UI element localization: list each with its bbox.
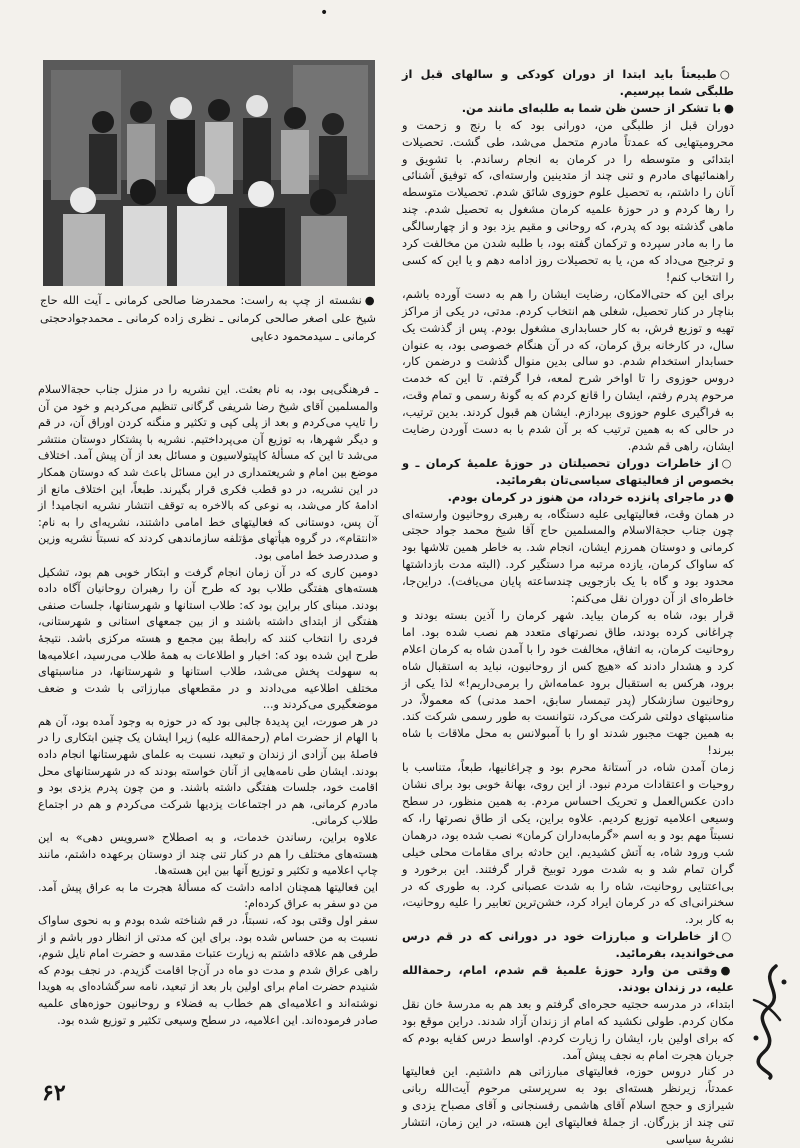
left-column (38, 382, 378, 1062)
kerman-logo (746, 960, 794, 1080)
right-column (402, 66, 734, 1147)
paragraph: دومین کاری که در آن زمان انجام گرفت و ابتکار خوبی هم بود، تشکیل هسته‌های هفتگی طلاب بود که طرح آن را رهبران روحانیان آگاه داده بودند. مبنای کار براین بود که: طلاب استانها و شهرستانها، جلسات صنفی هفتگی از ابتدای داشته باشند و از بین جمعهای استانی و شهرستانی، فردی را انتخاب کنند که رابطهٔ بین مجمع و هسته مرکزی باشد. نتیجهٔ طرح این شده بود که: اخبار و اطلاعات به همهٔ طلاب می‌رسید، اعلامیه‌ها به سهولت پخش می‌شد، طلاب استانها و شهرستانها، در مناسبتهای مختلف اطلاعیه می‌دادند و در مقطعهای مبارزاتی با شدت و ضعف موضعگیری می‌کردند و... (38, 565, 378, 712)
group-photo-illustration (43, 60, 375, 286)
answer-3: ●وقتی من وارد حوزهٔ علمیهٔ قم شدم، امام، رحمةالله علیه، در زندان بودند. (402, 963, 734, 994)
top-ornament-dot: • (320, 5, 329, 21)
question-1: ○طبیعتاً باید ابتدا از دوران کودکی و سالهای قبل از طلبگی شما بپرسیم. (402, 67, 734, 98)
paragraph: برای این که حتی‌الامکان، رضایت ایشان را هم به دست آورده باشم، بناچار در کنار تحصیل، شغلی هم انتخاب کردم. مدتی، در یکی از مراکز تهیه و توزیع فرش، به کار حسابداری مشغول بودم. پس از گذشت یک سال، در کارخانه برق کرمان، که در آن هنگام خصوصی بود، به عنوان حسابدار استخدام شدم. دو سالی بدین منوال گذشت و درضمن کار، دروس حوزوی را تا اواخر شرح لمعه، فرا گرفتم. تا این که خدمت مرحوم پدرم رفتم، ایشان را قانع کردم که به گونهٔ رسمی و تمام وقت، به فراگیری علوم حوزوی بپردازم. ایشان هم قبول کردند. بدین ترتیب، در حالی که به همین ترتیب که بر آن شدم با به دست آوردن رضایت ایشان، راهی قم شدم. (402, 286, 734, 453)
group-photo (43, 60, 375, 286)
paragraph: زمان آمدن شاه، در آستانهٔ محرم بود و چراغانیها، طبعاً، متناسب با روحیات و اعتقادات مردم نبود. از این روی، بهانهٔ خوبی بود برای نشان دادن عکس‌العمل و تحریک احساس مردم. به همین منظور، در سطح وسیعی اعلامیه توزیع کردیم. علاوه براین، یکی از طاق نصرتها را، که نسبتاً مهم بود و به اسم «گرمابه‌داران کرمان» نصب شده بود، درهمان شب ورود شاه، به آتش کشیدیم. این حادثه برای مقامات محلی خیلی گران تمام شد و به شدت مورد توبیخ قرار گرفتند. این برخورد و بی‌اعتنایی روحانیت، شاه را به شدت عصبانی کرد. به طوری که در سخنرانی‌ای که در کرمان ایراد کرد، خشن‌ترین تعابیر را علیه روحانیت، به کار برد. (402, 760, 734, 927)
paragraph: قرار بود، شاه به کرمان بیاید. شهر کرمان را آذین بسته بودند و چراغانی کرده بودند، طاق نصرتهای متعدد هم نصب شده بود. اما روحانیت کرمان، به اتفاق، مخالفت خود را با آمدن شاه به کرمان اعلام کرد و هشدار دادند که «هیچ کس از روحانیون، نباید به استقبال شاه برود، هرکس به استقبال برود عمامه‌اش را برمی‌داریم!» لذا یکی از روحانیون سازشکار (پدر تیمسار سابق، احمد مدنی) که معمولاً، در مناسبتهای دولتی شرکت می‌کرد، نتوانست به طور رسمی شرکت کند. به همین جهت مجبور شدند او را با آمبولانس به محل ملاقات با شاه ببرند! (402, 608, 734, 758)
page-number: ۶۲ (42, 1080, 66, 1106)
question-2: ○از خاطرات دوران تحصیلتان در حوزهٔ علمیهٔ کرمان ـ و بخصوص از فعالیتهای سیاسی‌تان بفرمائید. (402, 455, 734, 487)
paragraph: در هر صورت، این پدیدهٔ جالبی بود که در حوزه به وجود آمده بود، آن هم با الهام از حضرت امام (رحمةالله علیه) زیرا ایشان یک چنین ابتکاری را در فاصلهٔ بین آزادی از زندان و تبعید، نسبت به علمای شهرستانها انجام داده بودند. ایشان طی نامه‌هایی از آنان خواسته بودند که در شهرستانهای محل اقامت خود، جلسات هفتگی داشته باشند. و من چون پدرم یزدی بود و مادرم کرمانی، هم در اجتماعات یزدیها شرکت می‌کردم و هم در اجتماع طلاب کرمانی. (38, 714, 378, 828)
caption-bullet: ● (364, 294, 376, 307)
paragraph: علاوه براین، رساندن خدمات، و به اصطلاح «سرویس دهی» به این هسته‌های مختلف را هم در کنار تنی چند از دوستان برعهده داشتم، مانند چاپ اعلامیه و تکثیر و توزیع آنها بین این هسته‌ها. (38, 831, 378, 878)
caption-text: نشسته از چپ به راست: محمدرضا صالحی کرمانی ـ آیت الله حاج شیخ علی اصغر صالحی کرمانی ـ نظری زاده کرمانی ـ محمدجوادحجتی کرمانی ـ سیدمحمود دعایی (40, 294, 376, 343)
paragraph: ـ فرهنگی‌یی بود، به نام بعثت. این نشریه را در منزل جناب حجةالاسلام والمسلمین آقای شیخ رضا شریفی گرگانی تنظیم می‌کردیم و خود من آن را تایپ می‌کردم و بعد از پلی کپی و تکثیر و منگنه کردن اوراق آن، در قم و دیگر شهرها، به توزیع آن می‌پرداختیم. نشریه با پشتکار دوستان منتشر می‌شد تا این که مسألهٔ کاپیتولاسیون و مسائل بعد از آن پیش آمد. اختلاف موضع بین امام و شریعتمداری در این مسائل باعث شد که دوستان همکار در این نشریه، در دو قطب فکری قرار بگیرند. طبعاً، این اختلاف مانع از ادامهٔ کار می‌شد، به نوعی که بالاخره به توقف انتشار نشریه انجامید! از آن پس، دوستانی که فعالیتهای خط امامی داشتند، نشریه‌ای را به نام: «انتقام»، در گروه هیأتهای مؤتلفه سازماندهی کردند که نسبتاً نشریه وزین و صددرصد خط امامی بود. (38, 383, 378, 562)
question-3: ○از خاطرات و مبارزات خود در دورانی که در قم درس می‌خواندید، بفرمائید. (402, 929, 734, 961)
paragraph: در همان وقت، فعالیتهایی علیه دستگاه، به رهبری روحانیون وارسته‌ای چون جناب حجةالاسلام والمسلمین حاج آقا شیخ محمد جواد حجتی کرمانی و دوستان همرزم ایشان، انجام شد. به خاطر همین تلاشها بود که ساواک کرمان، یازده مرتبه مرا دستگیر کرد. (البته مدت بازداشتها محدود بود و گاه با یک بازجویی چندساعته پایان می‌یافت). دراین‌جا، خاطره‌ای از آن دوران نقل می‌کنم: (402, 506, 734, 606)
paragraph: در کنار دروس حوزه، فعالیتهای مبارزاتی هم داشتیم. این فعالیتها عمدتاً، زیرنظر هسته‌ای بود به سرپرستی مرحوم آیت‌الله ربانی شیرازی و حجج اسلام آقای هاشمی رفسنجانی و آقای مصباح یزدی و تنی چند از بزرگان. از جملهٔ فعالیتهای این هسته، در این زمان، انتشار نشریهٔ سیاسی (402, 1064, 734, 1147)
kerman-calligraphy-logo (746, 960, 794, 1080)
answer-1: ●با تشکر از حسن ظن شما به طلبه‌ای مانند من. (461, 100, 734, 115)
paragraph: دوران قبل از طلبگی من، دورانی بود که با رنج و زحمت و محرومیتهایی که عمدتاً مادرم متحمل می‌شد، طی گشت. تحصیلات ابتدائی و متوسطه را در کرمان به انجام رساندم. با تشویق و راهنمائیهای مادرم و تنی چند از متدینین وارسته‌ای، که توفیق آشنائی آنان را داشتم، به تحصیل علوم حوزوی شائق شدم. تحصیلات متوسطه را رها کردم و در حوزهٔ علمیه کرمان مشغول به تحصیل شدم. چند ماهی گذشته بود که پدرم، که روحانی و مقیم یزد بود و از چهارسالگی ما را به مادر سپرده و ترکمان گفته بود، با طلبه شدن من مخالفت کرد و ترجیح می‌داد که من، یا به تحصیلات روز ادامه دهم و یا این که کسی را انتخاب کنم! (402, 117, 734, 284)
answer-2: ●در ماجرای پانزده خرداد، من هنوز در کرمان بودم. (447, 489, 734, 504)
paragraph: ابتداء، در مدرسه حجتیه حجره‌ای گرفتم و بعد هم به مدرسهٔ خان نقل مکان کردم. طولی نکشید که امام از زندان آزاد شدند. دراین موقع بود که برای اولین بار، ایشان را زیارت کردم. اواسط درس کفایه بودم که جریان هجرت امام به نجف پیش آمد. (402, 996, 734, 1062)
paragraph: این فعالیتها همچنان ادامه داشت که مسألهٔ هجرت ما به عراق پیش آمد. من دو سفر به عراق کرده‌ام: (38, 880, 378, 911)
paragraph: سفر اول وقتی بود که، نسبتاً، در قم شناخته شده بودم و به نحوی ساواک نسبت به من حساس شده بود. برای این که مدتی از انظار دور باشم و از طرفی هم علاقه داشتم به زیارت عتبات مقدسه و حضرت امام نایل شوم، راهی عراق شدم و مدت دو ماه در آن‌جا اقامت گزیدم. در نجف بودم که شنیدم حضرت امام برای اولین بار بعد از تبعید، نامه سرگشاده‌ای به هویدا نوشته‌اند و اعلامیه‌ای هم خطاب به فضلاء و روحانیون حوزه‌های علمیه صادر فرموده‌اند. این اعلامیه، در سطح وسیعی تکثیر و توزیع شده بود. (38, 914, 378, 1027)
photo-caption (40, 292, 376, 352)
